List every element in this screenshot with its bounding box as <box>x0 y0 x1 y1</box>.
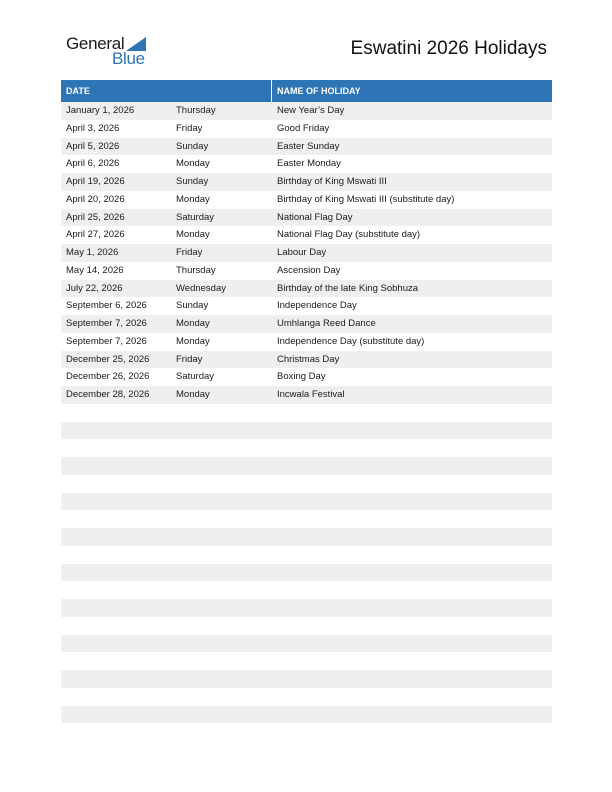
table-row <box>61 670 552 688</box>
table-header <box>61 80 552 102</box>
page-title: Eswatini 2026 Holidays <box>350 38 547 59</box>
cell-holiday-name: Ascension Day <box>277 264 341 276</box>
table-row <box>61 244 552 262</box>
cell-holiday-name: Independence Day (substitute day) <box>277 335 425 347</box>
logo-blue-text: Blue <box>112 49 145 68</box>
cell-day: Saturday <box>176 211 215 223</box>
cell-date: May 14, 2026 <box>66 264 124 276</box>
cell-holiday-name: Independence Day <box>277 300 357 312</box>
cell-day: Friday <box>176 247 203 258</box>
table-row <box>61 706 552 724</box>
cell-date: September 7, 2026 <box>66 318 147 329</box>
cell-day: Thursday <box>176 264 216 276</box>
cell-day: Monday <box>176 158 210 170</box>
cell-holiday-name: Birthday of King Mswati III (substitute day) <box>277 193 455 205</box>
logo-general-text: General <box>66 34 125 53</box>
cell-holiday-name: Christmas Day <box>277 353 340 365</box>
cell-date: September 6, 2026 <box>66 300 147 312</box>
cell-date: April 27, 2026 <box>66 229 125 241</box>
cell-holiday-name: Easter Monday <box>277 158 341 170</box>
cell-day: Monday <box>176 389 210 400</box>
table-row <box>61 333 552 351</box>
cell-day: Sunday <box>176 140 209 152</box>
table-row <box>61 546 552 564</box>
cell-holiday-name: Umhlanga Reed Dance <box>277 318 376 329</box>
table-row <box>61 226 552 244</box>
cell-date: September 7, 2026 <box>66 335 147 347</box>
cell-date: April 5, 2026 <box>66 140 120 152</box>
cell-holiday-name: Birthday of the late King Sobhuza <box>277 282 419 294</box>
table-row <box>61 191 552 209</box>
cell-holiday-name: Labour Day <box>277 247 327 258</box>
cell-date: April 25, 2026 <box>66 211 125 223</box>
cell-holiday-name: New Year’s Day <box>277 105 345 116</box>
cell-date: April 20, 2026 <box>66 193 125 205</box>
table-row <box>61 422 552 440</box>
table-row <box>61 599 552 617</box>
cell-date: December 26, 2026 <box>66 371 150 383</box>
cell-date: January 1, 2026 <box>66 105 135 116</box>
holiday-table <box>61 80 552 741</box>
cell-date: July 22, 2026 <box>66 282 123 294</box>
cell-day: Saturday <box>176 371 215 383</box>
cell-date: May 1, 2026 <box>66 247 119 258</box>
cell-day: Sunday <box>176 176 209 187</box>
table-row <box>61 564 552 582</box>
table-row <box>61 652 552 670</box>
header-date: DATE <box>66 86 90 96</box>
table-row <box>61 439 552 457</box>
cell-holiday-name: Good Friday <box>277 122 330 134</box>
cell-date: April 6, 2026 <box>66 158 120 170</box>
table-row <box>61 297 552 315</box>
table-row <box>61 723 552 741</box>
table-row <box>61 280 552 298</box>
table-row <box>61 581 552 599</box>
table-row <box>61 155 552 173</box>
cell-day: Monday <box>176 335 210 347</box>
cell-date: December 28, 2026 <box>66 389 150 400</box>
cell-holiday-name: Incwala Festival <box>277 389 345 400</box>
table-body <box>61 102 552 741</box>
cell-day: Thursday <box>176 105 216 116</box>
cell-day: Friday <box>176 353 203 365</box>
table-row <box>61 528 552 546</box>
cell-holiday-name: National Flag Day <box>277 211 353 223</box>
table-row <box>61 688 552 706</box>
table-row <box>61 386 552 404</box>
cell-day: Wednesday <box>176 282 226 294</box>
table-row <box>61 138 552 156</box>
table-row <box>61 404 552 422</box>
table-row <box>61 315 552 333</box>
cell-day: Sunday <box>176 300 209 312</box>
header-holiday-name: NAME OF HOLIDAY <box>277 86 361 96</box>
cell-date: April 19, 2026 <box>66 176 125 187</box>
table-row <box>61 457 552 475</box>
table-row <box>61 102 552 120</box>
generalblue-logo <box>66 34 156 68</box>
cell-date: December 25, 2026 <box>66 353 150 365</box>
cell-day: Monday <box>176 318 210 329</box>
cell-holiday-name: National Flag Day (substitute day) <box>277 229 421 241</box>
header-divider <box>271 80 272 102</box>
table-row <box>61 617 552 635</box>
table-row <box>61 351 552 369</box>
table-row <box>61 120 552 138</box>
table-row <box>61 635 552 653</box>
table-row <box>61 493 552 511</box>
cell-day: Friday <box>176 122 203 134</box>
cell-holiday-name: Easter Sunday <box>277 140 340 152</box>
cell-holiday-name: Boxing Day <box>277 371 326 383</box>
table-row <box>61 262 552 280</box>
cell-day: Monday <box>176 193 210 205</box>
cell-day: Monday <box>176 229 210 241</box>
table-row <box>61 475 552 493</box>
table-row <box>61 368 552 386</box>
table-row <box>61 209 552 227</box>
cell-holiday-name: Birthday of King Mswati III <box>277 176 387 187</box>
table-row <box>61 510 552 528</box>
table-row <box>61 173 552 191</box>
cell-date: April 3, 2026 <box>66 122 120 134</box>
